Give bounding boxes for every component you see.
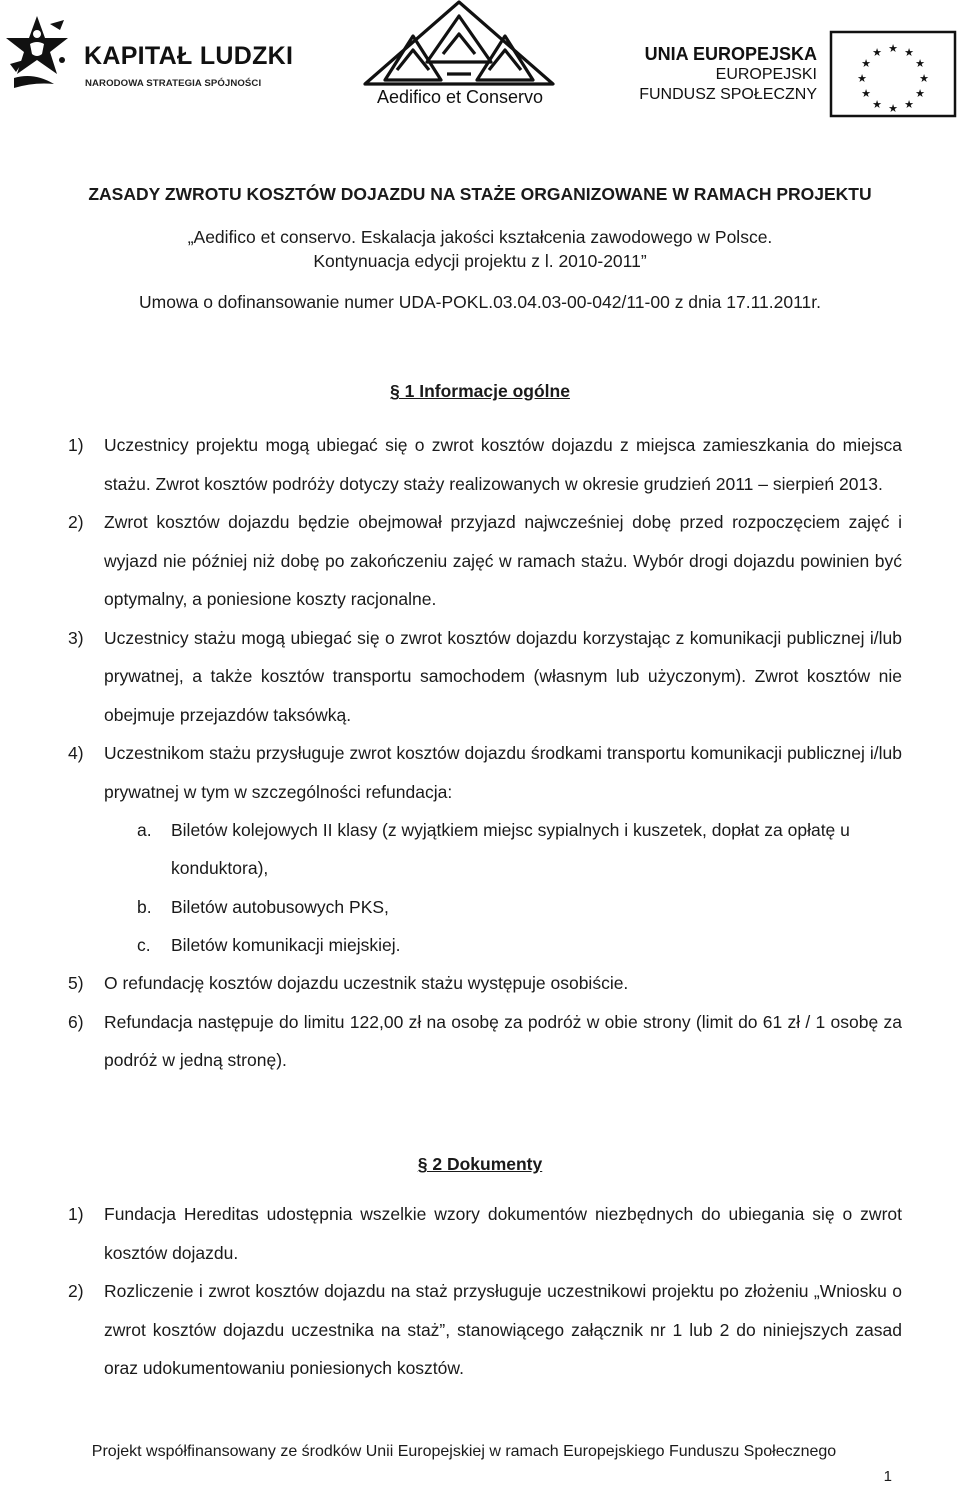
sub-list-item [137, 811, 902, 888]
eu-line3: FUNDUSZ SPOŁECZNY [639, 86, 817, 103]
eu-logo [639, 30, 957, 120]
svg-text:★: ★ [857, 72, 867, 85]
svg-text:★: ★ [904, 98, 914, 111]
item-text: Uczestnicy projektu mogą ubiegać się o zwrot kosztów dojazdu z miejsca zamieszkania do miejsca stażu. Zwrot kosztów podróży dotyczy staży realizowanych w okresie grudzień 2011 – sierpień 2013. [104, 435, 902, 494]
kapital-ludzki-subtitle: NARODOWA STRATEGIA SPÓJNOŚCI [85, 78, 262, 89]
section2-title: § 2 Dokumenty [417, 1154, 543, 1174]
item-text: Refundacja następuje do limitu 122,00 zł na osobę za podróż w obie strony (limit do 61 zł / 1 osobę za podróż w jedną stronę). [104, 1011, 902, 1071]
refund-subitems [104, 811, 902, 964]
item-number: 2) [68, 1281, 84, 1301]
kapital-ludzki-star-icon [4, 14, 82, 94]
item-number: 2) [68, 512, 84, 532]
svg-text:★: ★ [872, 46, 882, 59]
subitem-letter: a. [137, 820, 152, 840]
aedifico-logo [360, 0, 560, 112]
svg-text:★: ★ [872, 98, 882, 111]
item-number: 1) [68, 435, 84, 455]
svg-text:★: ★ [904, 46, 914, 59]
item-text: Zwrot kosztów dojazdu będzie obejmował przyjazd najwcześniej dobę przed rozpoczęciem zajęć i wyjazd nie później niż dobę po zakończeniu zajęć w ramach stażu. Wybór drogi dojazdu powinien być optymalny, a poniesione koszty racjonalne. [104, 512, 902, 609]
svg-text:★: ★ [888, 42, 898, 55]
eu-line1: UNIA EUROPEJSKA [644, 44, 817, 64]
subitem-letter: c. [137, 934, 151, 955]
svg-text:★: ★ [888, 102, 898, 115]
section1-heading [0, 381, 960, 402]
sub-list-item [137, 888, 902, 926]
svg-text:★: ★ [861, 57, 871, 70]
subitem-text: Biletów komunikacji miejskiej. [171, 934, 401, 955]
list-item [68, 1272, 902, 1388]
eu-flag-icon [829, 30, 957, 118]
section2-heading [0, 1154, 960, 1175]
section2-list [68, 1195, 902, 1388]
project-name-line2: Kontynuacja edycji projektu z l. 2010-2011” [313, 251, 647, 271]
item-number: 5) [68, 973, 84, 994]
list-item [68, 734, 902, 964]
list-item [68, 503, 902, 619]
svg-text:★: ★ [919, 72, 929, 85]
item-number: 1) [68, 1204, 84, 1224]
subitem-letter: b. [137, 896, 152, 917]
item-number: 6) [68, 1011, 84, 1032]
item-text: Fundacja Hereditas udostępnia wszelkie wzory dokumentów niezbędnych do ubiegania się o zwrot kosztów dojazdu. [104, 1204, 902, 1263]
svg-text:★: ★ [915, 57, 925, 70]
kapital-ludzki-title: KAPITAŁ LUDZKI [84, 42, 294, 70]
list-item [68, 964, 902, 1003]
contract-reference: Umowa o dofinansowanie numer UDA-POKL.03.04.03-00-042/11-00 z dnia 17.11.2011r. [139, 292, 821, 312]
svg-text:★: ★ [861, 87, 871, 100]
section1-title: § 1 Informacje ogólne [390, 381, 570, 401]
item-text: Uczestnicy stażu mogą ubiegać się o zwrot kosztów dojazdu korzystając z komunikacji publicznej i/lub prywatnej, a także kosztów transportu samochodem (własnym lub użyczonym). Zwrot kosztów nie obejmuje przejazdów taksówką. [104, 627, 902, 725]
list-item [68, 426, 902, 503]
footer-note: Projekt współfinansowany ze środków Unii Europejskiej w ramach Europejskiego Funduszu Społecznego [91, 1443, 837, 1460]
item-number: 3) [68, 627, 84, 648]
aedifico-name: Aedifico et Conservo [376, 87, 544, 107]
project-name-line1: „Aedifico et conservo. Eskalacja jakości kształcenia zawodowego w Polsce. [187, 227, 773, 247]
list-item [68, 1195, 902, 1272]
item-text: Rozliczenie i zwrot kosztów dojazdu na staż przysługuje uczestnikowi projektu po złożeniu „Wniosku o zwrot kosztów dojazdu uczestnika na staż”, stanowiącego załącznik nr 1 lub 2 do niniejszych zasad oraz udokumentowaniu poniesionych kosztów. [104, 1281, 902, 1378]
item-text: Uczestnikom stażu przysługuje zwrot kosztów dojazdu środkami transportu komunikacji publicznej i/lub prywatnej w tym w szczególności refundacja: [104, 743, 902, 802]
svg-text:★: ★ [915, 87, 925, 100]
page-number: 1 [883, 1468, 892, 1485]
subitem-text: Biletów autobusowych PKS, [171, 896, 389, 917]
subitem-text: Biletów kolejowych II klasy (z wyjątkiem miejsc sypialnych i kuszetek, dopłat za opłatę u konduktora), [171, 820, 850, 879]
eu-line2: EUROPEJSKI [715, 66, 817, 83]
kapital-ludzki-logo [4, 14, 294, 94]
sub-list-item [137, 926, 902, 964]
list-item [68, 1003, 902, 1080]
item-number: 4) [68, 743, 84, 763]
section1-list [68, 426, 902, 1080]
aedifico-triangles-icon [363, 0, 555, 86]
item-text: O refundację kosztów dojazdu uczestnik stażu występuje osobiście. [104, 973, 629, 994]
list-item [68, 619, 902, 735]
document-title: ZASADY ZWROTU KOSZTÓW DOJAZDU NA STAŻE ORGANIZOWANE W RAMACH PROJEKTU [88, 184, 872, 204]
